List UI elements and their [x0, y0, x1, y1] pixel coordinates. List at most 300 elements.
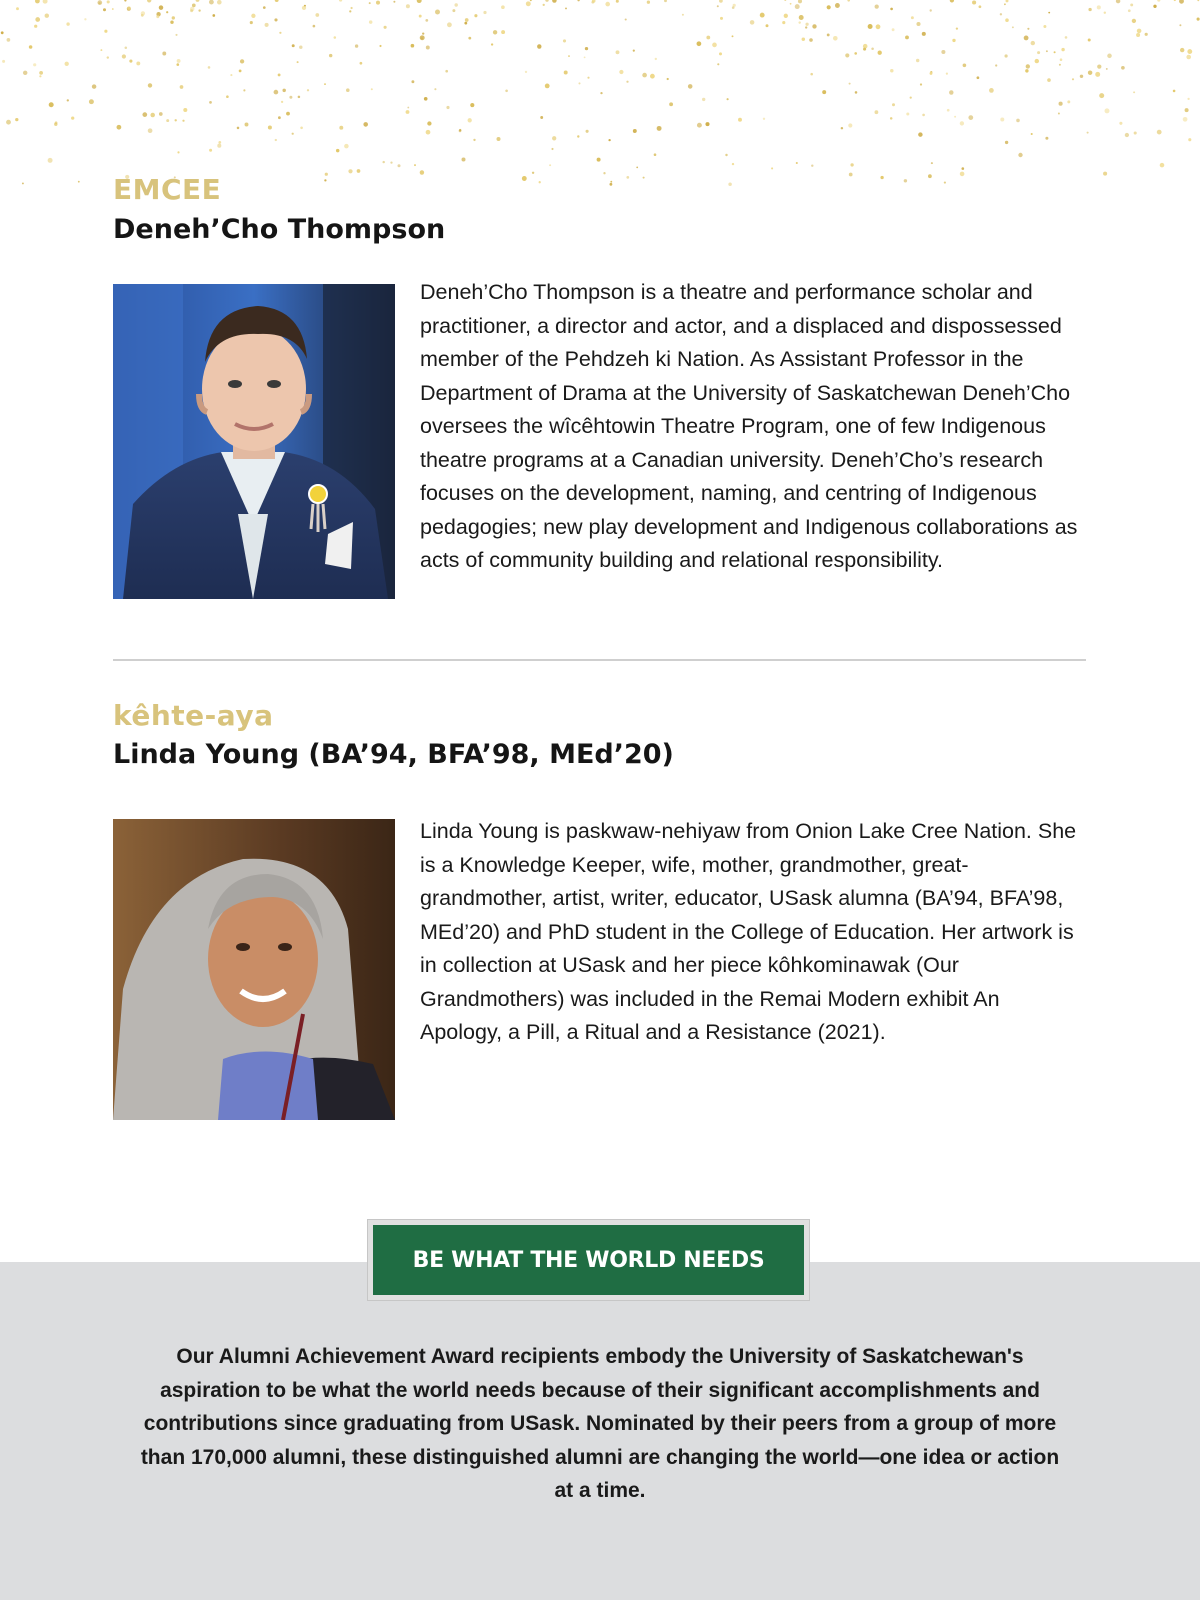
confetti-dot: [784, 14, 788, 18]
confetti-dot: [904, 179, 907, 182]
confetti-dot: [682, 14, 684, 16]
confetti-dot: [426, 46, 430, 50]
confetti-dot: [916, 22, 920, 26]
confetti-dot: [97, 0, 102, 5]
confetti-dot: [968, 115, 973, 120]
confetti-dot: [420, 35, 425, 40]
confetti-dot: [1186, 55, 1191, 60]
confetti-dot: [1105, 108, 1110, 113]
confetti-dot: [122, 54, 126, 58]
confetti-dot: [609, 183, 612, 186]
confetti-dot: [78, 181, 80, 183]
confetti-dot: [357, 169, 361, 173]
section-divider: [113, 659, 1086, 661]
confetti-dot: [603, 172, 605, 174]
emcee-bio: Deneh’Cho Thompson is a theatre and performance scholar and practitioner, a director and actor, and a displaced and dispossessed member of the Pehdzeh ki Nation. As Assistant Professor in the Department of Drama at the University of Saskatchewan Deneh’Cho oversees the wîcêhtowin Theatre Program, one of few Indigenous theatre programs at a Canadian university. Deneh’Cho’s research focuses on the development, naming, and centring of Indigenous pedagogies; new play development and Indigenous collaborations as acts of community building and relational responsibility.: [420, 280, 1078, 572]
confetti-dot: [420, 170, 424, 174]
confetti-dot: [208, 66, 211, 69]
confetti-dot: [784, 0, 786, 1]
confetti-dot: [654, 153, 657, 156]
confetti-dot: [417, 0, 422, 3]
confetti-dot: [307, 89, 309, 91]
confetti-dot: [795, 4, 800, 9]
confetti-dot: [217, 144, 221, 148]
confetti-dot: [809, 38, 813, 42]
confetti-dot: [543, 4, 545, 6]
confetti-dot: [1153, 5, 1156, 8]
confetti-dot: [239, 70, 242, 73]
confetti-dot: [871, 48, 874, 51]
confetti-dot: [568, 55, 570, 57]
confetti-dot: [1137, 29, 1142, 34]
confetti-dot: [501, 30, 505, 34]
confetti-dot: [605, 2, 610, 7]
confetti-dot: [1119, 122, 1122, 125]
confetti-dot: [493, 30, 497, 34]
confetti-dot: [1025, 69, 1028, 72]
confetti-dot: [445, 70, 448, 73]
confetti-dot: [1133, 91, 1135, 93]
confetti-dot: [532, 172, 534, 174]
confetti-dot: [406, 110, 410, 114]
confetti-dot: [697, 41, 702, 46]
confetti-dot: [1128, 9, 1131, 12]
confetti-dot: [250, 21, 253, 24]
confetti-dot: [348, 169, 352, 173]
confetti-dot: [552, 136, 556, 140]
confetti-dot: [1054, 51, 1056, 53]
confetti-dot: [763, 118, 765, 120]
confetti-dot: [45, 13, 49, 17]
confetti-dot: [1145, 33, 1148, 36]
confetti-dot: [1136, 33, 1140, 37]
confetti-dot: [1018, 153, 1022, 157]
confetti-dot: [1047, 78, 1051, 82]
confetti-dot: [688, 84, 693, 89]
confetti-dot: [281, 101, 283, 103]
confetti-dot: [34, 25, 37, 28]
confetti-dot: [995, 64, 997, 66]
confetti-dot: [48, 158, 53, 163]
confetti-dot: [175, 119, 177, 121]
confetti-dot: [732, 163, 734, 165]
confetti-dot: [363, 122, 368, 127]
confetti-dot: [526, 1, 531, 6]
confetti-dot: [7, 38, 11, 42]
confetti-dot: [947, 109, 950, 112]
confetti-dot: [1132, 19, 1136, 23]
confetti-dot: [717, 63, 719, 65]
confetti-dot: [1072, 78, 1074, 80]
confetti-dot: [49, 102, 54, 107]
confetti-dot: [190, 9, 193, 12]
confetti-dot: [1005, 54, 1008, 57]
confetti-dot: [23, 71, 27, 75]
confetti-dot: [944, 182, 946, 184]
confetti-dot: [586, 130, 589, 133]
confetti-dot: [148, 128, 153, 133]
confetti-dot: [104, 30, 107, 33]
confetti-dot: [92, 84, 96, 88]
confetti-dot: [585, 47, 588, 50]
confetti-dot: [468, 118, 472, 122]
confetti-dot: [1187, 98, 1189, 100]
confetti-dot: [1067, 100, 1070, 103]
confetti-dot: [2, 60, 5, 63]
confetti-dot: [847, 0, 850, 2]
confetti-dot: [1187, 49, 1192, 54]
confetti-dot: [1016, 119, 1020, 123]
confetti-dot: [470, 103, 474, 107]
confetti-dot: [278, 73, 281, 76]
tagline-banner-inner: [373, 1225, 804, 1295]
confetti-dot: [946, 73, 948, 75]
confetti-dot: [22, 182, 24, 184]
confetti-dot: [491, 43, 493, 45]
confetti-dot: [393, 1, 395, 3]
confetti-dot: [298, 96, 301, 99]
kehte-aya-portrait-photo: [113, 819, 395, 1120]
confetti-dot: [545, 83, 550, 88]
emcee-portrait-photo: [113, 284, 395, 599]
confetti-dot: [949, 90, 953, 94]
confetti-dot: [452, 9, 455, 12]
confetti-dot: [424, 97, 428, 101]
confetti-dot: [578, 82, 580, 84]
confetti-dot: [811, 165, 813, 167]
confetti-dot: [29, 45, 33, 49]
confetti-dot: [577, 0, 579, 1]
confetti-dot: [422, 32, 424, 34]
confetti-dot: [805, 23, 808, 26]
confetti-dot: [1048, 12, 1050, 14]
confetti-dot: [1173, 90, 1176, 93]
confetti-dot: [1059, 102, 1063, 106]
confetti-dot: [192, 4, 196, 8]
confetti-dot: [461, 157, 465, 161]
confetti-dot: [905, 35, 909, 39]
confetti-dot: [626, 81, 628, 83]
confetti-dot: [1005, 141, 1008, 144]
confetti-dot: [798, 21, 800, 23]
confetti-dot: [835, 3, 840, 8]
confetti-dot: [369, 2, 371, 4]
confetti-dot: [289, 96, 292, 99]
confetti-dot: [525, 71, 527, 73]
confetti-dot: [717, 5, 719, 7]
confetti-dot: [850, 163, 853, 166]
confetti-dot: [827, 33, 830, 36]
confetti-dot: [705, 122, 709, 126]
confetti-dot: [6, 120, 11, 125]
confetti-dot: [275, 0, 279, 2]
confetti-dot: [522, 176, 527, 181]
confetti-dot: [177, 151, 179, 153]
confetti-dot: [175, 34, 177, 36]
confetti-dot: [159, 112, 163, 116]
confetti-dot: [669, 102, 673, 106]
confetti-dot: [657, 126, 662, 131]
confetti-dot: [1095, 72, 1100, 77]
confetti-dot: [1179, 0, 1184, 4]
confetti-dot: [71, 116, 74, 119]
confetti-dot: [406, 4, 410, 8]
confetti-dot: [125, 46, 128, 49]
confetti-dot: [1157, 130, 1162, 135]
confetti-dot: [1185, 108, 1189, 112]
confetti-dot: [930, 72, 933, 75]
confetti-dot: [237, 127, 240, 130]
confetti-dot: [268, 125, 272, 129]
confetti-dot: [732, 35, 734, 37]
confetti-dot: [1004, 3, 1006, 5]
confetti-dot: [263, 6, 266, 9]
confetti-dot: [911, 16, 914, 19]
confetti-dot: [1125, 133, 1129, 137]
confetti-dot: [918, 132, 922, 136]
confetti-dot: [1116, 0, 1120, 3]
confetti-dot: [329, 54, 332, 57]
confetti-dot: [810, 73, 813, 76]
confetti-dot: [833, 36, 838, 41]
confetti-dot: [180, 85, 184, 89]
confetti-dot: [608, 139, 610, 141]
confetti-dot: [1000, 13, 1002, 15]
confetti-dot: [875, 110, 879, 114]
confetti-dot: [355, 44, 358, 47]
confetti-dot: [854, 52, 857, 55]
confetti-dot: [474, 14, 477, 17]
confetti-dot: [633, 129, 637, 133]
confetti-dot: [1121, 66, 1125, 70]
confetti-dot: [960, 121, 964, 125]
confetti-dot: [1097, 5, 1101, 9]
confetti-dot: [697, 123, 702, 128]
confetti-dot: [600, 92, 602, 94]
confetti-dot: [633, 50, 635, 52]
confetti-dot: [1043, 25, 1046, 28]
confetti-dot: [1037, 51, 1040, 54]
confetti-dot: [407, 107, 409, 109]
confetti-dot: [841, 127, 843, 129]
confetti-dot: [336, 149, 339, 152]
confetti-dot: [796, 162, 798, 164]
confetti-dot: [66, 22, 69, 25]
confetti-dot: [616, 50, 620, 54]
confetti-dot: [738, 118, 742, 122]
confetti-dot: [162, 52, 166, 56]
confetti-dot: [1107, 54, 1112, 59]
confetti-dot: [733, 4, 736, 7]
confetti-dot: [1134, 131, 1137, 134]
confetti-dot: [1097, 64, 1101, 68]
confetti-dot: [172, 16, 175, 19]
confetti-dot: [890, 117, 893, 120]
confetti-dot: [339, 0, 342, 2]
confetti-dot: [84, 18, 86, 20]
confetti-dot: [771, 167, 773, 169]
confetti-dot: [1080, 75, 1083, 78]
confetti-dot: [863, 48, 866, 51]
confetti-dot: [379, 45, 381, 47]
confetti-dot: [1179, 24, 1181, 26]
confetti-dot: [435, 10, 440, 15]
confetti-dot: [226, 95, 229, 98]
confetti-dot: [706, 36, 710, 40]
confetti-dot: [799, 15, 804, 20]
confetti-dot: [297, 61, 299, 63]
confetti-dot: [928, 174, 932, 178]
confetti-dot: [230, 74, 232, 76]
confetti-dot: [930, 9, 932, 11]
confetti-dot: [282, 89, 285, 92]
confetti-dot: [166, 119, 169, 122]
kehte-aya-name: Linda Young (BA’94, BFA’98, MEd’20): [113, 739, 674, 770]
confetti-dot: [411, 44, 415, 48]
confetti-dot: [961, 167, 964, 170]
confetti-dot: [65, 62, 69, 66]
confetti-dot: [702, 98, 705, 101]
confetti-dot: [55, 121, 58, 124]
confetti-dot: [382, 161, 384, 163]
confetti-dot: [960, 172, 965, 177]
confetti-dot: [501, 5, 505, 9]
confetti-dot: [1012, 26, 1014, 28]
confetti-dot: [798, 0, 802, 3]
tagline-text: BE WHAT THE WORLD NEEDS: [412, 1247, 765, 1273]
confetti-dot: [1027, 28, 1029, 30]
confetti-dot: [124, 0, 126, 2]
confetti-dot: [1006, 0, 1009, 2]
confetti-dot: [1061, 48, 1064, 51]
confetti-dot: [447, 22, 452, 27]
confetti-dot: [324, 83, 326, 85]
confetti-dot: [977, 76, 980, 79]
confetti-dot: [537, 44, 541, 48]
confetti-dot: [384, 26, 387, 29]
confetti-dot: [426, 130, 431, 135]
confetti-dot: [147, 0, 151, 2]
confetti-dot: [89, 99, 94, 104]
confetti-dot: [642, 73, 647, 78]
confetti-dot: [802, 37, 805, 40]
confetti-dot: [156, 15, 159, 18]
confetti-dot: [129, 60, 132, 63]
confetti-dot: [540, 116, 543, 119]
confetti-dot: [1026, 64, 1030, 68]
confetti-dot: [827, 5, 831, 9]
confetti-dot: [667, 78, 669, 80]
confetti-dot: [35, 17, 40, 22]
confetti-dot: [952, 39, 955, 42]
confetti-dot: [299, 45, 302, 48]
confetti-dot: [849, 173, 853, 177]
confetti-dot: [972, 0, 976, 4]
confetti-dot: [1088, 8, 1091, 11]
confetti-dot: [1087, 132, 1089, 134]
confetti-dot: [39, 71, 43, 75]
confetti-dot: [170, 20, 173, 23]
confetti-dot: [454, 3, 457, 6]
confetti-dot: [790, 3, 792, 5]
confetti-dot: [212, 14, 215, 17]
confetti-dot: [878, 51, 882, 55]
confetti-dot: [545, 0, 548, 2]
confetti-dot: [176, 63, 179, 66]
confetti-dot: [166, 11, 168, 13]
confetti-dot: [875, 4, 879, 8]
confetti-dot: [243, 89, 245, 91]
confetti-dot: [275, 139, 277, 141]
confetti-dot: [1099, 93, 1104, 98]
confetti-dot: [910, 96, 912, 98]
confetti-dot: [107, 56, 109, 58]
confetti-dot: [1157, 0, 1160, 2]
emcee-role-label: EMCEE: [113, 173, 222, 206]
confetti-dot: [446, 106, 449, 109]
confetti-dot: [892, 103, 895, 106]
confetti-dot: [217, 0, 222, 5]
confetti-dot: [209, 0, 214, 5]
confetti-dot: [351, 7, 353, 9]
confetti-dot: [1104, 12, 1106, 14]
confetti-dot: [868, 24, 873, 29]
confetti-dot: [112, 8, 114, 10]
confetti-dot: [148, 83, 152, 87]
confetti-dot: [1060, 58, 1063, 61]
confetti-dot: [552, 0, 557, 3]
confetti-dot: [876, 24, 881, 29]
confetti-dot: [292, 44, 295, 47]
confetti-dot: [1031, 133, 1033, 135]
confetti-dot: [584, 56, 586, 58]
confetti-dot: [33, 63, 36, 66]
confetti-dot: [1088, 70, 1093, 75]
confetti-dot: [564, 71, 568, 75]
confetti-dot: [1, 31, 4, 34]
confetti-dot: [664, 0, 667, 2]
confetti-dot: [473, 139, 475, 141]
confetti-dot: [315, 13, 319, 17]
confetti-dot: [468, 37, 471, 40]
confetti-dot: [625, 18, 627, 20]
confetti-dot: [136, 61, 140, 65]
confetti-dot: [647, 1, 650, 4]
confetti-dot: [916, 59, 919, 62]
confetti-dot: [1059, 64, 1061, 66]
confetti-dot: [425, 19, 428, 22]
confetti-dot: [563, 39, 566, 42]
confetti-dot: [750, 20, 755, 25]
confetti-dot: [719, 0, 723, 3]
confetti-dot: [643, 177, 645, 179]
confetti-dot: [411, 80, 414, 83]
tagline-banner: [367, 1219, 810, 1301]
confetti-dot: [183, 108, 187, 112]
confetti-dot: [218, 141, 221, 144]
confetti-dot: [727, 98, 729, 100]
confetti-dot: [822, 90, 826, 94]
confetti-dot: [782, 21, 785, 24]
confetti-dot: [890, 8, 893, 11]
confetti-dot: [141, 11, 145, 15]
confetti-dot: [419, 15, 422, 18]
confetti-dot: [274, 90, 279, 95]
confetti-dot: [360, 62, 363, 65]
confetti-dot: [963, 63, 967, 67]
confetti-dot: [1035, 59, 1039, 63]
confetti-dot: [1058, 113, 1060, 115]
